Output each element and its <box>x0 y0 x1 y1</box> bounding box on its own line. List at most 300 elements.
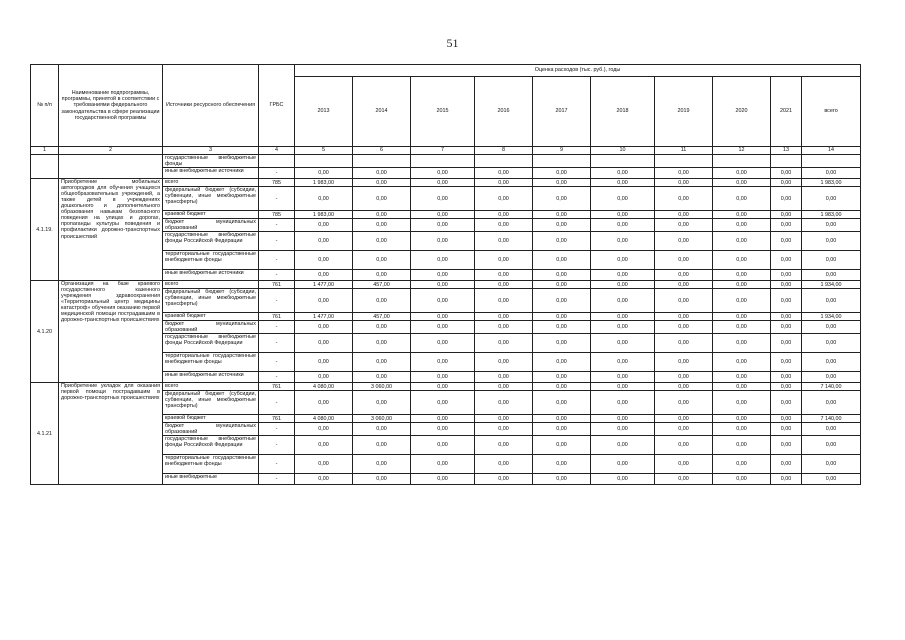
value-cell: 0,00 <box>353 211 411 219</box>
value-cell: 0,00 <box>295 372 353 383</box>
value-cell: 0,00 <box>771 219 802 232</box>
value-cell: 0,00 <box>802 232 861 251</box>
value-cell: 0,00 <box>713 391 771 415</box>
table-header <box>31 65 861 155</box>
value-cell: 0,00 <box>655 232 713 251</box>
column-number: 13 <box>771 147 802 155</box>
value-cell: 0,00 <box>533 168 591 179</box>
value-cell: 1 983,00 <box>295 179 353 187</box>
value-cell: 0,00 <box>713 455 771 474</box>
value-cell <box>713 155 771 168</box>
value-cell: 0,00 <box>713 211 771 219</box>
value-cell: 0,00 <box>411 391 475 415</box>
value-cell: 0,00 <box>713 383 771 391</box>
value-cell: 7 140,00 <box>802 415 861 423</box>
value-cell: 0,00 <box>655 455 713 474</box>
value-cell: 3 060,00 <box>353 415 411 423</box>
value-cell: 0,00 <box>353 179 411 187</box>
value-cell: 0,00 <box>802 289 861 313</box>
funding-source: всего <box>163 179 259 187</box>
row-number-cell <box>31 155 59 179</box>
value-cell: 0,00 <box>802 321 861 334</box>
value-cell: 0,00 <box>655 334 713 353</box>
funding-source: всего <box>163 281 259 289</box>
grbs-code: - <box>259 436 295 455</box>
value-cell: 0,00 <box>591 281 655 289</box>
value-cell: 0,00 <box>353 321 411 334</box>
header-year: 2013 <box>295 77 353 147</box>
grbs-code: 785 <box>259 211 295 219</box>
value-cell: 0,00 <box>533 423 591 436</box>
row-number-cell: 4.1.21 <box>31 383 59 485</box>
value-cell: 0,00 <box>655 168 713 179</box>
value-cell: 0,00 <box>411 168 475 179</box>
value-cell: 0,00 <box>655 353 713 372</box>
column-number: 4 <box>259 147 295 155</box>
value-cell: 0,00 <box>475 436 533 455</box>
funding-source: бюджет муниципальных образований <box>163 423 259 436</box>
header-year: 2015 <box>411 77 475 147</box>
value-cell: 0,00 <box>591 415 655 423</box>
value-cell: 0,00 <box>713 251 771 270</box>
value-cell: 0,00 <box>411 281 475 289</box>
value-cell: 0,00 <box>771 187 802 211</box>
value-cell: 0,00 <box>591 270 655 281</box>
value-cell: 0,00 <box>655 383 713 391</box>
value-cell: 0,00 <box>655 219 713 232</box>
grbs-code: - <box>259 270 295 281</box>
header-grbs: ГРБС <box>259 65 295 147</box>
funding-source: краевой бюджет <box>163 313 259 321</box>
value-cell: 1 477,00 <box>295 281 353 289</box>
value-cell: 0,00 <box>411 334 475 353</box>
value-cell: 0,00 <box>353 187 411 211</box>
value-cell: 0,00 <box>713 179 771 187</box>
column-number: 8 <box>475 147 533 155</box>
value-cell: 0,00 <box>802 372 861 383</box>
value-cell: 0,00 <box>475 415 533 423</box>
value-cell <box>771 155 802 168</box>
value-cell: 0,00 <box>411 415 475 423</box>
value-cell: 0,00 <box>295 219 353 232</box>
grbs-code: 761 <box>259 281 295 289</box>
value-cell: 0,00 <box>771 168 802 179</box>
value-cell: 0,00 <box>533 251 591 270</box>
header-funding-sources: Источники ресурсного обеспечения <box>163 65 259 147</box>
header-row-number: № п/п <box>31 65 59 147</box>
value-cell: 0,00 <box>475 313 533 321</box>
value-cell: 0,00 <box>591 211 655 219</box>
value-cell: 0,00 <box>475 251 533 270</box>
value-cell: 0,00 <box>475 281 533 289</box>
funding-source: государственные внебюджетные фонды <box>163 155 259 168</box>
value-cell: 0,00 <box>475 187 533 211</box>
value-cell: 0,00 <box>802 187 861 211</box>
funding-source: федеральный бюджет (субсидии, субвенции, иные межбюджетные трансферты) <box>163 289 259 313</box>
grbs-code: 761 <box>259 313 295 321</box>
table-row <box>31 179 861 187</box>
value-cell <box>353 155 411 168</box>
funding-source: иные внебюджетные <box>163 474 259 485</box>
value-cell: 0,00 <box>802 423 861 436</box>
value-cell: 0,00 <box>533 391 591 415</box>
value-cell: 0,00 <box>475 455 533 474</box>
value-cell: 0,00 <box>771 383 802 391</box>
header-year: 2018 <box>591 77 655 147</box>
value-cell: 0,00 <box>771 313 802 321</box>
program-name-cell: Организация на базе краевого государственного казенного учреждения здравоохранения «Территориальный центр медицины катастроф» обучения оказанию первой медицинской помощи пострадавшим в дорожно-транспортных происшествиях <box>59 281 163 383</box>
value-cell: 0,00 <box>353 423 411 436</box>
value-cell: 0,00 <box>353 474 411 485</box>
value-cell: 0,00 <box>713 334 771 353</box>
value-cell: 0,00 <box>591 187 655 211</box>
value-cell: 0,00 <box>655 474 713 485</box>
funding-source: территориальные государственные внебюджетные фонды <box>163 353 259 372</box>
value-cell: 0,00 <box>591 321 655 334</box>
value-cell: 0,00 <box>713 423 771 436</box>
value-cell: 0,00 <box>295 334 353 353</box>
funding-source: бюджет муниципальных образований <box>163 219 259 232</box>
value-cell: 0,00 <box>655 313 713 321</box>
value-cell: 1 983,00 <box>802 211 861 219</box>
row-number-cell: 4.1.20 <box>31 281 59 383</box>
funding-source: иные внебюджетные источники <box>163 168 259 179</box>
value-cell: 0,00 <box>475 423 533 436</box>
header-year: 2019 <box>655 77 713 147</box>
program-name-cell: Приобретение укладок для оказания первой помощи пострадавшим в дорожно-транспортных происшествиях <box>59 383 163 485</box>
funding-source: федеральный бюджет (субсидии, субвенции, иные межбюджетные трансферты) <box>163 391 259 415</box>
column-number: 5 <box>295 147 353 155</box>
grbs-code: - <box>259 334 295 353</box>
value-cell: 0,00 <box>353 334 411 353</box>
value-cell <box>591 155 655 168</box>
value-cell: 0,00 <box>295 423 353 436</box>
value-cell: 0,00 <box>591 383 655 391</box>
value-cell: 0,00 <box>771 251 802 270</box>
value-cell: 0,00 <box>533 415 591 423</box>
grbs-code: - <box>259 353 295 372</box>
value-cell: 0,00 <box>802 270 861 281</box>
grbs-code: - <box>259 232 295 251</box>
value-cell: 0,00 <box>353 391 411 415</box>
value-cell: 0,00 <box>353 168 411 179</box>
value-cell: 0,00 <box>771 179 802 187</box>
value-cell: 0,00 <box>771 423 802 436</box>
value-cell: 0,00 <box>353 372 411 383</box>
grbs-code: - <box>259 474 295 485</box>
value-cell: 0,00 <box>771 391 802 415</box>
value-cell: 1 477,00 <box>295 313 353 321</box>
header-year: 2016 <box>475 77 533 147</box>
grbs-code: - <box>259 391 295 415</box>
value-cell: 0,00 <box>713 372 771 383</box>
value-cell: 0,00 <box>802 251 861 270</box>
value-cell: 0,00 <box>591 179 655 187</box>
value-cell: 0,00 <box>533 179 591 187</box>
value-cell: 0,00 <box>295 436 353 455</box>
value-cell: 0,00 <box>802 334 861 353</box>
value-cell: 0,00 <box>295 289 353 313</box>
funding-source: территориальные государственные внебюджетные фонды <box>163 455 259 474</box>
table-row <box>31 383 861 391</box>
value-cell: 0,00 <box>591 474 655 485</box>
program-name-cell <box>59 155 163 179</box>
value-cell: 0,00 <box>655 423 713 436</box>
grbs-code: 761 <box>259 415 295 423</box>
value-cell: 0,00 <box>655 281 713 289</box>
value-cell: 0,00 <box>771 353 802 372</box>
value-cell: 0,00 <box>475 270 533 281</box>
column-number: 6 <box>353 147 411 155</box>
value-cell: 0,00 <box>713 168 771 179</box>
value-cell: 0,00 <box>411 187 475 211</box>
value-cell: 0,00 <box>411 251 475 270</box>
value-cell: 0,00 <box>591 391 655 415</box>
value-cell: 1 983,00 <box>295 211 353 219</box>
grbs-code: - <box>259 168 295 179</box>
value-cell: 0,00 <box>771 415 802 423</box>
value-cell: 0,00 <box>713 289 771 313</box>
header-year: 2014 <box>353 77 411 147</box>
header-expense-estimate: Оценка расходов (тыс. руб.), годы <box>295 65 861 77</box>
value-cell: 0,00 <box>591 334 655 353</box>
value-cell <box>295 155 353 168</box>
value-cell: 0,00 <box>713 313 771 321</box>
funding-source: иные внебюджетные источники <box>163 372 259 383</box>
value-cell: 1 983,00 <box>802 179 861 187</box>
value-cell: 0,00 <box>713 281 771 289</box>
value-cell: 0,00 <box>771 321 802 334</box>
value-cell <box>655 155 713 168</box>
value-cell: 0,00 <box>802 219 861 232</box>
grbs-code: - <box>259 251 295 270</box>
column-number: 7 <box>411 147 475 155</box>
grbs-code: 785 <box>259 179 295 187</box>
value-cell: 0,00 <box>771 455 802 474</box>
value-cell: 0,00 <box>802 391 861 415</box>
grbs-code: - <box>259 372 295 383</box>
value-cell: 0,00 <box>295 321 353 334</box>
value-cell: 0,00 <box>411 455 475 474</box>
value-cell: 0,00 <box>475 179 533 187</box>
value-cell: 0,00 <box>713 436 771 455</box>
header-year: всего <box>802 77 861 147</box>
value-cell: 0,00 <box>475 289 533 313</box>
value-cell: 0,00 <box>591 455 655 474</box>
table-row <box>31 155 861 168</box>
value-cell: 0,00 <box>713 232 771 251</box>
value-cell: 0,00 <box>713 270 771 281</box>
funding-source: федеральный бюджет (субсидии, субвенции, иные межбюджетные трансферты) <box>163 187 259 211</box>
value-cell: 3 060,00 <box>353 383 411 391</box>
grbs-code: - <box>259 219 295 232</box>
value-cell: 1 934,00 <box>802 281 861 289</box>
value-cell: 0,00 <box>411 270 475 281</box>
value-cell <box>533 155 591 168</box>
value-cell: 0,00 <box>533 289 591 313</box>
value-cell: 0,00 <box>802 455 861 474</box>
value-cell: 0,00 <box>771 211 802 219</box>
value-cell: 0,00 <box>591 168 655 179</box>
value-cell: 0,00 <box>353 353 411 372</box>
value-cell: 0,00 <box>411 353 475 372</box>
header-year: 2020 <box>713 77 771 147</box>
grbs-code: - <box>259 321 295 334</box>
value-cell: 0,00 <box>655 436 713 455</box>
value-cell: 0,00 <box>655 187 713 211</box>
value-cell: 0,00 <box>771 270 802 281</box>
value-cell: 0,00 <box>411 211 475 219</box>
value-cell: 0,00 <box>591 251 655 270</box>
value-cell: 0,00 <box>713 353 771 372</box>
value-cell: 0,00 <box>475 372 533 383</box>
header-year: 2021 <box>771 77 802 147</box>
funding-source: иные внебюджетные источники <box>163 270 259 281</box>
value-cell: 0,00 <box>655 415 713 423</box>
value-cell: 0,00 <box>411 313 475 321</box>
value-cell: 0,00 <box>295 168 353 179</box>
table-row <box>31 281 861 289</box>
value-cell: 4 080,00 <box>295 415 353 423</box>
value-cell <box>802 155 861 168</box>
value-cell: 0,00 <box>353 270 411 281</box>
column-number: 9 <box>533 147 591 155</box>
value-cell: 0,00 <box>533 353 591 372</box>
value-cell <box>475 155 533 168</box>
value-cell: 0,00 <box>353 232 411 251</box>
value-cell: 457,00 <box>353 313 411 321</box>
grbs-code: - <box>259 289 295 313</box>
program-name-cell: Приобретение мобильных автогородков для обучения учащихся общеобразовательных учреждений, а также детей в учреждениях дошкольного и дополнительного образования навыкам безопасного поведения на улицах и дорогах, пропаганды культуры поведения и профилактики дорожно-транспортных происшествий <box>59 179 163 281</box>
value-cell: 0,00 <box>655 289 713 313</box>
value-cell: 0,00 <box>353 436 411 455</box>
column-number: 3 <box>163 147 259 155</box>
value-cell: 0,00 <box>295 353 353 372</box>
value-cell: 0,00 <box>713 415 771 423</box>
header-program-name: Наименование подпрограммы, программы, принятой в соответствии с требованиями федерального законодательства в сфере реализации государственной программы <box>59 65 163 147</box>
value-cell: 0,00 <box>591 313 655 321</box>
column-number: 1 <box>31 147 59 155</box>
value-cell: 0,00 <box>533 187 591 211</box>
value-cell: 0,00 <box>802 474 861 485</box>
grbs-code: 761 <box>259 383 295 391</box>
value-cell: 0,00 <box>353 219 411 232</box>
value-cell: 0,00 <box>591 353 655 372</box>
value-cell: 0,00 <box>591 436 655 455</box>
value-cell: 0,00 <box>411 372 475 383</box>
funding-source: государственные внебюджетные фонды Российской Федерации <box>163 334 259 353</box>
value-cell: 0,00 <box>533 474 591 485</box>
value-cell: 0,00 <box>533 334 591 353</box>
funding-source: государственные внебюджетные фонды Российской Федерации <box>163 436 259 455</box>
value-cell: 0,00 <box>295 251 353 270</box>
value-cell: 7 140,00 <box>802 383 861 391</box>
value-cell: 0,00 <box>411 321 475 334</box>
value-cell: 0,00 <box>475 383 533 391</box>
value-cell: 0,00 <box>655 372 713 383</box>
funding-source: краевой бюджет <box>163 415 259 423</box>
value-cell: 0,00 <box>771 372 802 383</box>
value-cell: 0,00 <box>295 232 353 251</box>
column-number: 12 <box>713 147 771 155</box>
value-cell: 0,00 <box>533 211 591 219</box>
grbs-code: - <box>259 455 295 474</box>
value-cell: 0,00 <box>713 187 771 211</box>
funding-source: бюджет муниципальных образований <box>163 321 259 334</box>
value-cell: 0,00 <box>802 353 861 372</box>
value-cell: 0,00 <box>533 321 591 334</box>
value-cell: 0,00 <box>411 232 475 251</box>
value-cell: 0,00 <box>411 289 475 313</box>
value-cell: 0,00 <box>533 270 591 281</box>
value-cell: 0,00 <box>475 232 533 251</box>
value-cell: 0,00 <box>475 219 533 232</box>
funding-source: территориальные государственные внебюджетные фонды <box>163 251 259 270</box>
value-cell: 0,00 <box>771 232 802 251</box>
value-cell: 4 080,00 <box>295 383 353 391</box>
value-cell: 0,00 <box>771 474 802 485</box>
value-cell: 0,00 <box>411 436 475 455</box>
value-cell: 0,00 <box>771 281 802 289</box>
value-cell: 0,00 <box>295 187 353 211</box>
value-cell: 0,00 <box>713 321 771 334</box>
value-cell: 0,00 <box>295 474 353 485</box>
value-cell: 0,00 <box>655 391 713 415</box>
column-number: 11 <box>655 147 713 155</box>
funding-source: краевой бюджет <box>163 211 259 219</box>
value-cell: 0,00 <box>533 281 591 289</box>
value-cell: 0,00 <box>655 321 713 334</box>
value-cell: 0,00 <box>591 423 655 436</box>
grbs-code <box>259 155 295 168</box>
value-cell: 0,00 <box>533 313 591 321</box>
column-number: 10 <box>591 147 655 155</box>
value-cell: 0,00 <box>475 474 533 485</box>
grbs-code: - <box>259 187 295 211</box>
value-cell: 0,00 <box>353 455 411 474</box>
value-cell: 0,00 <box>353 289 411 313</box>
value-cell: 0,00 <box>411 219 475 232</box>
table-body <box>31 155 861 485</box>
value-cell: 0,00 <box>591 372 655 383</box>
page-number: 51 <box>446 36 459 50</box>
expense-estimate-table <box>30 64 861 485</box>
value-cell: 0,00 <box>655 251 713 270</box>
value-cell: 0,00 <box>771 334 802 353</box>
value-cell: 0,00 <box>533 436 591 455</box>
value-cell: 0,00 <box>475 391 533 415</box>
value-cell: 0,00 <box>353 251 411 270</box>
value-cell: 0,00 <box>411 383 475 391</box>
value-cell: 0,00 <box>771 289 802 313</box>
value-cell: 1 934,00 <box>802 313 861 321</box>
value-cell: 0,00 <box>475 353 533 372</box>
value-cell: 0,00 <box>591 232 655 251</box>
value-cell: 0,00 <box>475 211 533 219</box>
grbs-code: - <box>259 423 295 436</box>
funding-source: всего <box>163 383 259 391</box>
value-cell: 0,00 <box>533 219 591 232</box>
value-cell: 0,00 <box>771 436 802 455</box>
value-cell: 0,00 <box>475 321 533 334</box>
value-cell: 0,00 <box>475 168 533 179</box>
value-cell: 0,00 <box>533 372 591 383</box>
row-number-cell: 4.1.19. <box>31 179 59 281</box>
funding-source: государственные внебюджетные фонды Российской Федерации <box>163 232 259 251</box>
value-cell: 0,00 <box>295 391 353 415</box>
value-cell: 0,00 <box>591 219 655 232</box>
value-cell: 0,00 <box>295 270 353 281</box>
